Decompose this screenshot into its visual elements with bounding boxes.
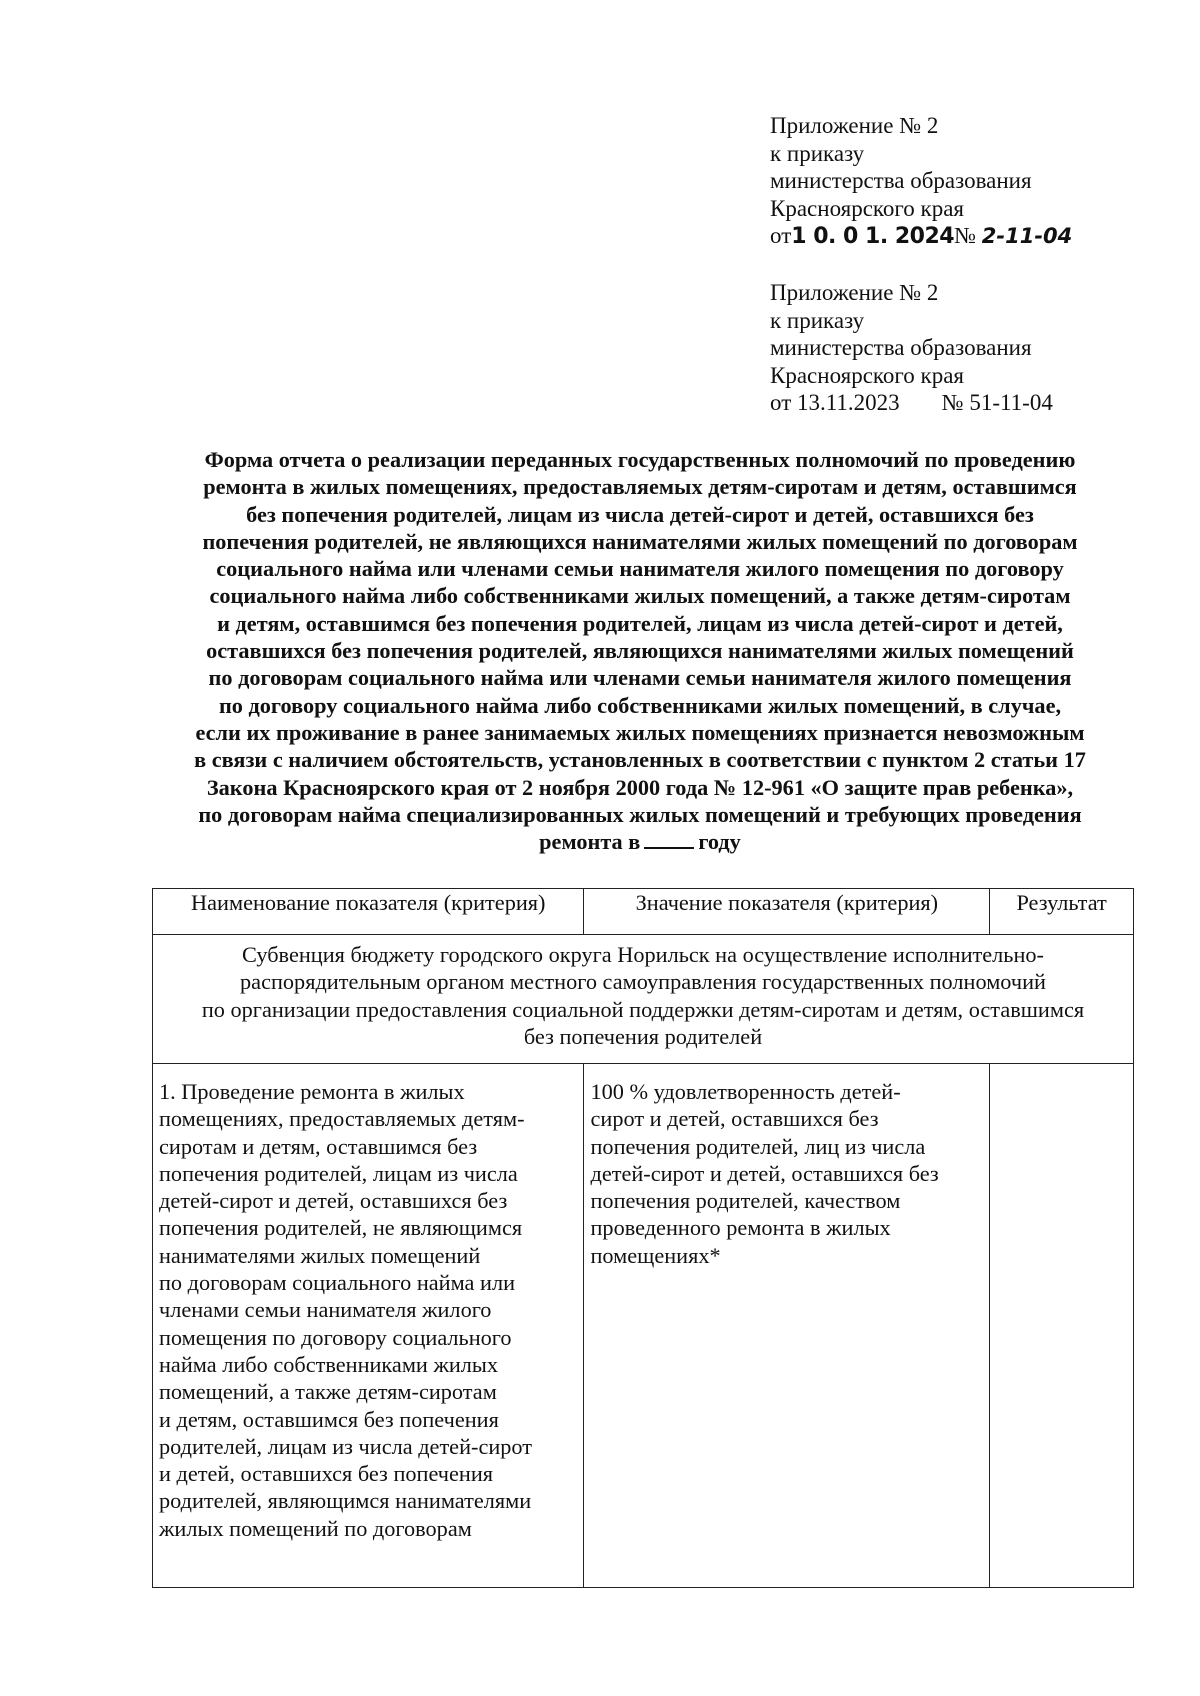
annex-line: Красноярского края — [770, 362, 964, 388]
value-line: сирот и детей, оставшихся без — [590, 1106, 879, 1132]
title-line: по договору социального найма либо собственниками жилых помещений, в случае, — [218, 692, 1062, 718]
table-subheader-row — [153, 935, 1134, 1064]
criterion-value-cell — [584, 1064, 990, 1588]
criterion-line: попечения родителей, лицам из числа — [159, 1160, 518, 1186]
year-blank-line — [644, 829, 694, 849]
criterion-line: попечения родителей, не являющимся — [159, 1215, 523, 1241]
criterion-line: 1. Проведение ремонта в жилых — [159, 1079, 465, 1104]
title-line: и детям, оставшимся без попечения родителей, лицам из числа детей-сирот и детей, — [217, 610, 1063, 636]
annex-header-previous — [770, 279, 1053, 417]
title-line: Закона Красноярского края от 2 ноября 2000 года № 12-961 «О защите прав ребенка», — [206, 774, 1074, 800]
header-result: Результат — [990, 889, 1134, 935]
title-line: оставшихся без попечения родителей, являющихся нанимателями жилых помещений — [206, 638, 1074, 664]
criterion-line: найма либо собственниками жилых — [159, 1351, 499, 1377]
annex-line: Красноярского края — [770, 195, 964, 221]
title-last-line — [140, 828, 1140, 855]
annex-line: Приложение № 2 — [770, 113, 939, 138]
value-line: попечения родителей, лиц из числа — [590, 1133, 926, 1159]
title-line: без попечения родителей, лицам из числа детей-сирот и детей, оставшихся без — [246, 501, 1034, 527]
title-line: ремонта в жилых помещениях, предоставляемых детям-сиротам и детям, оставшимся — [203, 474, 1077, 500]
title-line: попечения родителей, не являющихся нанимателями жилых помещений по договорам — [202, 528, 1078, 554]
stamped-date: 1 0. 0 1. 2024 — [791, 224, 955, 249]
subheader-line: по организации предоставления социальной поддержки детям-сиротам и детям, оставшимся — [201, 996, 1085, 1022]
header-criterion-name: Наименование показателя (критерия) — [153, 889, 584, 935]
criterion-line: помещений, а также детям-сиротам — [159, 1379, 497, 1405]
subheader-line: Субвенция бюджету городского округа Норильск на осуществление исполнительно- — [242, 942, 1044, 967]
date-prefix: от — [770, 223, 792, 248]
criterion-line: и детям, оставшимся без попечения — [159, 1406, 499, 1432]
annex-line: к приказу — [770, 307, 865, 333]
annex-line: министерства образования — [770, 335, 1032, 360]
criterion-line: нанимателями жилых помещений — [159, 1242, 481, 1268]
title-line: в связи с наличием обстоятельств, установленных в соответствии с пунктом 2 статьи 17 — [194, 747, 1086, 773]
criterion-line: жилых помещений по договорам — [159, 1515, 472, 1541]
criterion-line: помещениях, предоставляемых детям- — [159, 1106, 525, 1132]
header-criterion-value: Значение показателя (критерия) — [584, 889, 990, 935]
criterion-line: сиротам и детям, оставшимся без — [159, 1133, 478, 1159]
criterion-line: детей-сирот и детей, оставшихся без — [159, 1188, 508, 1214]
title-line: по договорам найма специализированных жилых помещений и требующих проведения — [198, 801, 1082, 827]
criterion-line: родителей, лицам из числа детей-сирот — [159, 1433, 533, 1459]
annex-date-line — [770, 222, 1072, 251]
value-line: детей-сирот и детей, оставшихся без — [590, 1160, 939, 1186]
subheader-line: без попечения родителей — [523, 1023, 763, 1049]
criterion-line: и детей, оставшихся без попечения — [159, 1461, 494, 1487]
subvention-description — [153, 935, 1134, 1064]
annex-date-line — [770, 389, 1053, 417]
table-row — [153, 1064, 1134, 1588]
value-line: помещениях* — [590, 1242, 721, 1268]
result-cell — [990, 1064, 1134, 1588]
annex-line: министерства образования — [770, 168, 1032, 193]
annex-header-current — [770, 112, 1072, 251]
order-number: № 51-11-04 — [941, 390, 1053, 415]
subheader-line: распорядительным органом местного самоуправления государственных полномочий — [240, 969, 1046, 995]
title-line: социального найма или членами семьи нанимателя жилого помещения по договору — [216, 556, 1064, 582]
document-title — [140, 446, 1140, 855]
value-line: 100 % удовлетворенность детей- — [590, 1079, 901, 1104]
value-line: попечения родителей, качеством — [590, 1188, 901, 1214]
annex-line: к приказу — [770, 140, 865, 166]
title-last-suffix: году — [698, 829, 741, 855]
criterion-line: помещения по договору социального — [159, 1324, 512, 1350]
title-line: по договорам социального найма или членами семьи нанимателя жилого помещения — [208, 665, 1072, 691]
order-date: от 13.11.2023 — [770, 390, 900, 415]
criterion-name-cell — [153, 1064, 584, 1588]
table-header-row — [153, 889, 1134, 935]
annex-line: Приложение № 2 — [770, 280, 939, 305]
title-line: социального найма либо собственниками жилых помещений, а также детям-сиротам — [209, 583, 1071, 609]
criterion-line: членами семьи нанимателя жилого — [159, 1297, 492, 1323]
criterion-line: по договорам социального найма или — [159, 1270, 516, 1296]
title-line: Форма отчета о реализации переданных государственных полномочий по проведению — [204, 447, 1076, 472]
value-line: проведенного ремонта в жилых — [590, 1215, 891, 1241]
title-last-prefix: ремонта в — [539, 829, 641, 855]
criterion-line: родителей, являющимся нанимателями — [159, 1488, 532, 1514]
handwritten-number: 2-11-04 — [981, 224, 1073, 248]
report-table — [152, 888, 1134, 1588]
number-prefix: № — [954, 223, 977, 248]
title-line: если их проживание в ранее занимаемых жилых помещениях признается невозможным — [195, 719, 1085, 745]
